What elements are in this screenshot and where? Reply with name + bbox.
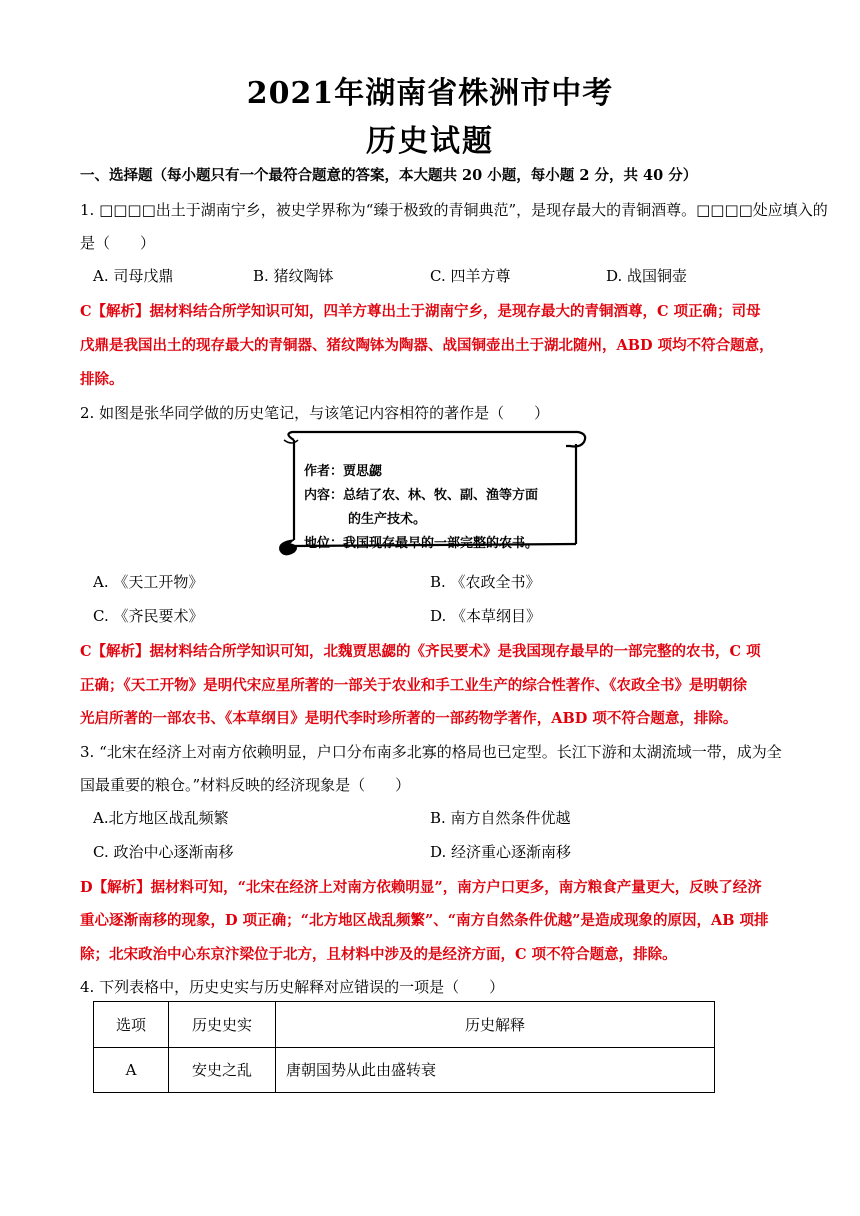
- q1-stem-line2: 是（ ）: [80, 234, 156, 252]
- table-header-cell: 选项: [94, 1002, 169, 1048]
- q3-stem-line1: 3. “北宋在经济上对南方依赖明显，户口分布南多北寡的格局也已定型。长江下游和太湖流域一带，成为全: [80, 743, 782, 761]
- q3-option-d: D. 经济重心逐渐南移: [430, 843, 572, 861]
- q1-analysis-line2: 戊鼎是我国出土的现存最大的青铜器、猪纹陶钵为陶器、战国铜壶出土于湖北随州，ABD 项均不符合题意，: [80, 337, 774, 354]
- table-cell: A: [94, 1047, 169, 1093]
- q3-analysis-line1: D【解析】据材料可知，“北宋在经济上对南方依赖明显”，南方户口更多，南方粮食产量更大，反映了经济: [80, 879, 762, 896]
- q2-option-d: D. 《本草纲目》: [430, 607, 542, 625]
- q1-option-a: A. 司母戊鼎: [93, 267, 174, 285]
- note-status: 地位：我国现存最早的一部完整的农书。: [304, 536, 539, 551]
- q4-stem: 4. 下列表格中，历史史实与历史解释对应错误的一项是（ ）: [80, 978, 505, 996]
- table-header-row: [94, 1002, 715, 1048]
- q2-option-b: B. 《农政全书》: [430, 573, 541, 591]
- q2-option-c: C. 《齐民要术》: [93, 607, 204, 625]
- q1-option-b: B. 猪纹陶钵: [253, 267, 334, 285]
- q3-stem-line2: 国最重要的粮仓。”材料反映的经济现象是（ ）: [80, 776, 411, 794]
- table-header-cell: 历史史实: [169, 1002, 276, 1048]
- q3-analysis-line3: 除；北宋政治中心东京汴梁位于北方，且材料中涉及的是经济方面，C 项不符合题意，排除。: [80, 946, 677, 963]
- history-note-scroll: [270, 430, 590, 558]
- q3-option-c: C. 政治中心逐渐南移: [93, 843, 234, 861]
- table-header-cell: 历史解释: [276, 1002, 715, 1048]
- page-subtitle: 历史试题: [366, 124, 494, 159]
- q1-option-c: C. 四羊方尊: [430, 267, 511, 285]
- q2-analysis-line2: 正确；《天工开物》是明代宋应星所著的一部关于农业和手工业生产的综合性著作、《农政全书》是明朝徐: [80, 677, 747, 694]
- q2-stem: 2. 如图是张华同学做的历史笔记，与该笔记内容相符的著作是（ ）: [80, 404, 550, 422]
- note-content-line1: 内容：总结了农、林、牧、副、渔等方面: [304, 488, 539, 503]
- q3-option-a: A.北方地区战乱频繁: [93, 809, 229, 827]
- table-cell: 安史之乱: [169, 1047, 276, 1093]
- q2-analysis-line1: C【解析】据材料结合所学知识可知，北魏贾思勰的《齐民要术》是我国现存最早的一部完整的农书，C 项: [80, 643, 761, 660]
- table-row: [94, 1047, 715, 1093]
- q3-analysis-line2: 重心逐渐南移的现象，D 项正确；“北方地区战乱频繁”、“南方自然条件优越”是造成现象的原因，AB 项排: [80, 912, 769, 929]
- q2-option-a: A. 《天工开物》: [93, 573, 204, 591]
- table-cell: 唐朝国势从此由盛转衰: [276, 1047, 715, 1093]
- note-content-line2: 的生产技术。: [348, 512, 427, 527]
- page-title: 2021年湖南省株洲市中考: [246, 76, 614, 111]
- q2-analysis-line3: 光启所著的一部农书、《本草纲目》是明代李时珍所著的一部药物学著作，ABD 项不符合题意，排除。: [80, 710, 738, 727]
- q1-analysis-line3: 排除。: [80, 371, 124, 388]
- q4-table: [93, 1001, 715, 1093]
- q1-stem-line1: 1. □□□□出土于湖南宁乡，被史学界称为“臻于极致的青铜典范”，是现存最大的青铜酒尊。□□□□处应填入的: [80, 201, 828, 219]
- q1-analysis-line1: C【解析】据材料结合所学知识可知，四羊方尊出土于湖南宁乡，是现存最大的青铜酒尊，C 项正确；司母: [80, 303, 761, 320]
- q3-option-b: B. 南方自然条件优越: [430, 809, 571, 827]
- section-header: 一、选择题（每小题只有一个最符合题意的答案，本大题共 20 小题，每小题 2 分，共 40 分）: [80, 167, 698, 184]
- note-author: 作者：贾思勰: [304, 464, 383, 479]
- q1-option-d: D. 战国铜壶: [606, 267, 688, 285]
